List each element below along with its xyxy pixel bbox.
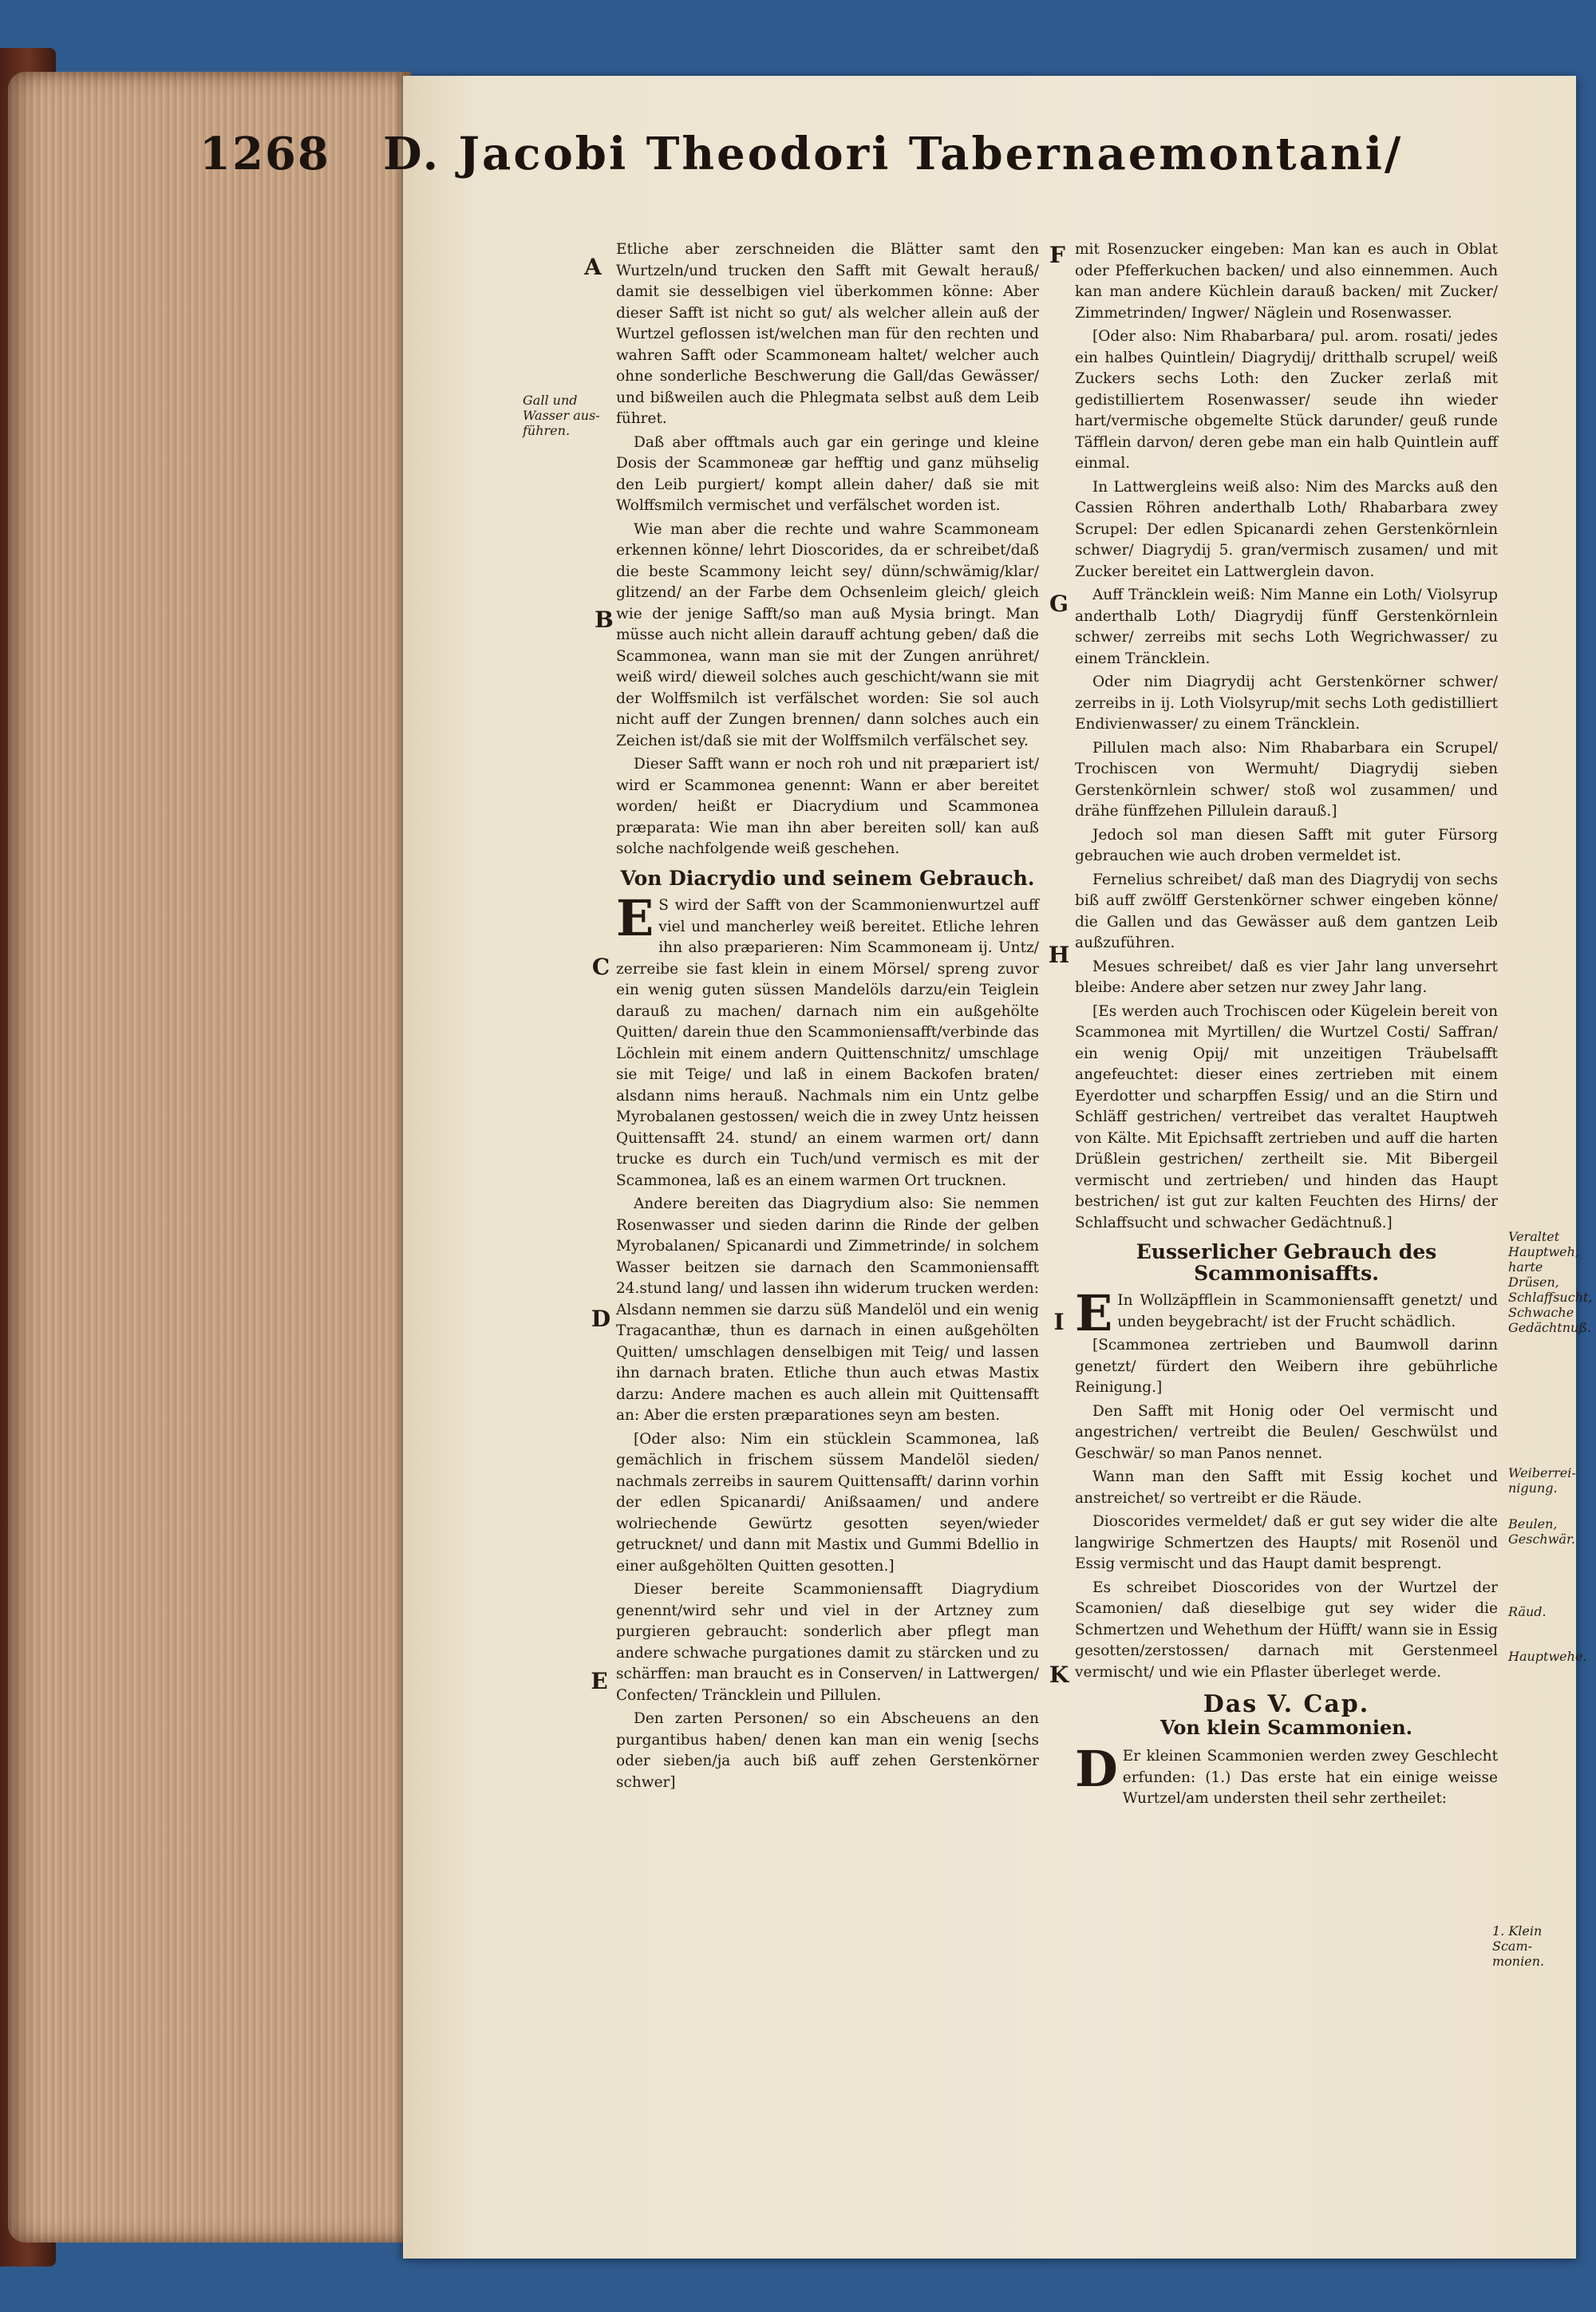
drop-cap: E — [1075, 1284, 1113, 1342]
margin-note-gall: Gall und Wasser aus-führen. — [523, 393, 600, 438]
section-letter-g: G — [1049, 591, 1069, 617]
section-letter-a: A — [584, 254, 602, 280]
margin-note-hauptwehe: Hauptwehe. — [1508, 1649, 1587, 1664]
margin-note-beulen: Beulen, Geschwär. — [1508, 1516, 1575, 1547]
paragraph-text: In Wollzäpfflein in Scammoniensafft genetzt/ und unden beygebracht/ ist der Frucht schädlich. — [1117, 1292, 1498, 1330]
page-number: 1268 — [200, 128, 330, 180]
paragraph: Dioscorides vermeldet/ daß er gut sey wider die alte langwirige Schmertzen des Haupts/ mit Rosenöl und Essig vermischt und das Haupt damit besprengt. — [1075, 1513, 1498, 1572]
margin-note-veraltet: Veraltet Hauptweh, harte Drüsen, Schlaffsucht, Schwache Gedächtnuß. — [1508, 1229, 1593, 1335]
paragraph: Daß aber offtmals auch gar ein geringe und kleine Dosis der Scammoneæ gar hefftig und ganz mühselig den Leib purgiert/ kompt allein daher/ daß sie mit Wolffsmilch vermischet und verfälschet worden ist. — [616, 433, 1039, 514]
paragraph: Dieser Safft wann er noch roh und nit præpariert ist/ wird er Scammonea genennt: Wann er aber bereitet worden/ heißt er Diacrydium und Scammonea præparata: Wie man ihn aber bereiten soll/ kan auß solche nachfolgende weiß geschehen. — [616, 756, 1039, 857]
paragraph: Den zarten Personen/ so ein Abscheuens an den purgantibus haben/ denen kan man ein wenig [sechs oder sieben/ja auch biß auff zehen Gerstenkörner schwer] — [616, 1710, 1039, 1791]
section-letter-b: B — [595, 607, 614, 633]
section-letter-k: K — [1049, 1662, 1069, 1688]
paragraph: Fernelius schreibet/ daß man des Diagrydij von sechs biß auff zwölff Gerstenkörner schwer eingeben könne/ die Gallen und das Gewässer auß dem gantzen Leib außzuführen. — [1075, 871, 1498, 951]
paragraph: Etliche aber zerschneiden die Blätter samt den Wurtzeln/und trucken den Safft mit Gewalt herauß/ damit sie desselbigen viel überkommen könne: Aber dieser Safft ist nicht so gut/ als welcher allein auß der Wurtzel geflossen ist/welchen man für den rechten und wahren Safft oder Scammoneam haltet/ welcher auch ohne sonderliche Beschwerung die Gall/das Gewässer/ und bißweilen auch die Phlegmata selbst auß dem Leib führet. — [616, 241, 1039, 427]
paragraph: Oder nim Diagrydij acht Gerstenkörner schwer/ zerreibs in ij. Loth Violsyrup/mit sechs Loth gedistilliert Endivienwasser/ zu einem Träncklein. — [1075, 674, 1498, 733]
section-heading-eusserlich: Eusserlicher Gebrauch des Scammonisaffts. — [1136, 1240, 1437, 1285]
section-letter-c: C — [591, 954, 610, 980]
section-letter-i: I — [1053, 1309, 1065, 1335]
paragraph: Jedoch sol man diesen Safft mit guter Fürsorg gebrauchen wie auch droben vermeldet ist. — [1075, 826, 1498, 864]
left-text-column — [616, 239, 1039, 1796]
paragraph: Andere bereiten das Diagrydium also: Sie nemmen Rosenwasser und sieden darinn die Rinde der gelben Myrobalanen/ Spicanardi und Zimmetrinde/ in solchem Wasser beitzen sie darnach den Scammoniensafft 24.stund lang/ und lassen ihn widerum trucken werden: Alsdann nemmen sie darzu süß Mandelöl und ein wenig Tragacanthæ, thun es darnach in einen außgehölten Quitten/ umschlagen denselbigen mit Teig/ und lassen ihn darnach braten. Etliche thun auch etwas Mastix darzu: Andere machen es auch allein mit Quittensafft an: Aber die ersten præparationes seyn am besten. — [616, 1196, 1039, 1424]
paragraph: Mesues schreibet/ daß es vier Jahr lang unversehrt bleibe: Andere aber setzen nur zwey Jahr lang. — [1075, 958, 1498, 996]
drop-cap: D — [1075, 1740, 1118, 1798]
margin-note-weiberreinigung: Weiberrei-nigung. — [1508, 1465, 1576, 1496]
book-page-edges — [8, 72, 411, 2243]
paragraph: [Oder also: Nim ein stücklein Scammonea, laß gemächlich in frischem süssem Mandelöl sieden/ nachmals zerreibs in saurem Quittensafft/ darinn vorhin der edlen Spicanardi/ Anißsaamen/ und andere wolriechende Gewürtz gesotten seyen/wieder getrucknet/ und dann mit Mastix und Gummi Bdellio in einer außgehölten Quitten gesotten.] — [616, 1430, 1039, 1575]
section-letter-h: H — [1048, 942, 1070, 968]
right-text-column — [1075, 239, 1498, 1812]
paragraph: [Oder also: Nim Rhabarbara/ pul. arom. rosati/ jedes ein halbes Quintlein/ Diagrydij/ dritthalb scrupel/ weiß Zuckers sechs Loth: den Zucker zerlaß mit gedistilliertem Rosenwasser/ seude ihn wieder hart/vermische obgemelte Stück darunder/ geuß runde Täfflein darvon/ deren gebe man ein halb Quintlein auff einmal. — [1075, 328, 1498, 472]
paragraph — [1075, 1284, 1498, 1342]
paragraph: Pillulen mach also: Nim Rhabarbara ein Scrupel/ Trochiscen von Wermuht/ Diagrydij sieben Gerstenkörnlein schwer/ stoß wol zusammen/ und drähe fünffzehen Pillulein darauß.] — [1075, 739, 1498, 820]
paragraph: Wann man den Safft mit Essig kochet und anstreichet/ so vertreibt er die Räude. — [1075, 1468, 1498, 1507]
section-letter-d: D — [591, 1306, 611, 1332]
section-heading-diacrydio: Von Diacrydio und seinem Gebrauch. — [620, 866, 1035, 890]
margin-note-klein-scammonien: 1. Klein Scam-monien. — [1492, 1923, 1545, 1969]
paragraph: In Lattwergleins weiß also: Nim des Marcks auß den Cassien Röhren anderthalb Loth/ Rhabarbara zwey Scrupel: Der edlen Spicanardi zehen Gerstenkörnlein schwer/ Diagrydij 5. gran/vermisch zusamen/ und mit Zucker bereitet ein Lattwerglein davon. — [1075, 478, 1498, 580]
drop-cap: E — [616, 889, 654, 947]
paragraph — [616, 889, 1039, 1192]
paragraph — [1075, 1740, 1498, 1810]
section-letter-f: F — [1049, 242, 1065, 268]
paragraph: Es schreibet Dioscorides von der Wurtzel der Scamonien/ daß dieselbige gut sey wider die Schmertzen und Wehethum der Hüfft/ wann sie in Essig gesotten/zerstossen/ darnach mit Gerstenmeel vermischt/ und wie ein Pflaster überleget werde. — [1075, 1579, 1498, 1681]
paragraph: [Es werden auch Trochiscen oder Kügelein bereit von Scammonea mit Myrtillen/ die Wurtzel Costi/ Saffran/ ein wenig Opij/ mit unzeitigen Träubelsafft angefeuchtet: dieser eines zertrieben mit einem Eyerdotter und scharpffen Essig/ und an die Stirn und Schläff gestrichen/ vertreibet das veraltet Hauptweh von Kälte. Mit Epichsafft zertrieben und auff die harten Drüßlein gestrichen/ zertheilt sie. Mit Bibergeil vermischt und zertrieben/ und hinden das Haupt bestrichen/ ist gut zur kalten Feuchten des Hirns/ der Schlaffsucht und schwacher Gedächtnuß.] — [1075, 1002, 1498, 1231]
paragraph-text: Er kleinen Scammonien werden zwey Geschlecht erfunden: (1.) Das erste hat ein einige weisse Wurtzel/am understen theil sehr zertheilet: — [1122, 1748, 1498, 1807]
paragraph: mit Rosenzucker eingeben: Man kan es auch in Oblat oder Pfefferkuchen backen/ und also einnemmen. Auch kan man andere Küchlein darauß backen/ mit Zucker/ Zimmetrinden/ Ingwer/ Näglein und Rosenwasser. — [1075, 241, 1498, 322]
page-header — [200, 128, 1436, 204]
paragraph: Auff Träncklein weiß: Nim Manne ein Loth/ Violsyrup anderthalb Loth/ Diagrydij fünff Gerstenkörnlein schwer/ zerreibs mit sechs Loth Wegrichwasser/ zu einem Träncklein. — [1075, 587, 1498, 667]
margin-note-raud: Räud. — [1508, 1604, 1547, 1619]
chapter-subtitle: Von klein Scammonien. — [1159, 1715, 1413, 1739]
paragraph: Wie man aber die rechte und wahre Scammoneam erkennen könne/ lehrt Dioscorides, da er schreibet/daß die beste Scammony leicht sey/ dünn/schwämig/klar/ glitzend/ an der Farbe dem Ochsenleim gleich/ gleich wie der jenige Safft/so man auß Mysia bringt. Man müsse auch nicht allein darauff achtung geben/ daß die Scammonea, wann man sie mit der Zungen anrühret/ weiß wird/ dieweil solches auch geschicht/wann sie mit der Wolffsmilch ist verfälschet worden: Sie sol auch nicht auff der Zungen brennen/ dann solches auch ein Zeichen ist/daß sie mit der Wolffsmilch verfälschet sey. — [616, 520, 1039, 749]
running-title: D. Jacobi Theodori Tabernaemontani/ — [383, 128, 1404, 180]
paragraph-text: S wird der Safft von der Scammonienwurtzel auff viel und mancherley weiß bereitet. Etliche lehren ihn also præparieren: Nim Scammoneam ij. Untz/ zerreibe sie fast klein in einem Mörsel/ spreng zuvor ein wenig guten süssen Mandelöls darzu/ein Teiglein darauß zu machen/ darnach nim ein außgehölte Quitten/ darein thue den Scammoniensafft/verbinde das Löchlein mit einem andern Quittenschnitz/ umschlage sie mit Teige/ und laß in einem Backofen braten/ alsdann nims herauß. Nachmals nim ein Untz gelbe Myrobalanen gestossen/ weich die in zwey Untz heissen Quittensafft 24. stund/ an einem warmen ort/ dann trucke es durch ein Tuch/und vermisch es mit der Scammonea, laß es an einem warmen Ort trucknen. — [616, 897, 1039, 1189]
paragraph: Den Safft mit Honig oder Oel vermischt und angestrichen/ vertreibt die Beulen/ Geschwülst und Geschwär/ so man Panos nennet. — [1075, 1402, 1498, 1462]
chapter-heading: Das V. Cap. — [1203, 1690, 1370, 1718]
paragraph: [Scammonea zertrieben und Baumwoll darinn genetzt/ fürdert den Weibern ihre gebührliche Reinigung.] — [1075, 1337, 1498, 1396]
paragraph: Dieser bereite Scammoniensafft Diagrydium genennt/wird sehr und viel in der Artzney zum purgieren gebraucht: sonderlich aber pflegt man andere schwache purgationes damit zu stärcken und zu schärffen: man braucht es in Conserven/ in Lattwergen/ Confecten/ Träncklein und Pillulen. — [616, 1581, 1039, 1704]
section-letter-e: E — [591, 1668, 608, 1694]
